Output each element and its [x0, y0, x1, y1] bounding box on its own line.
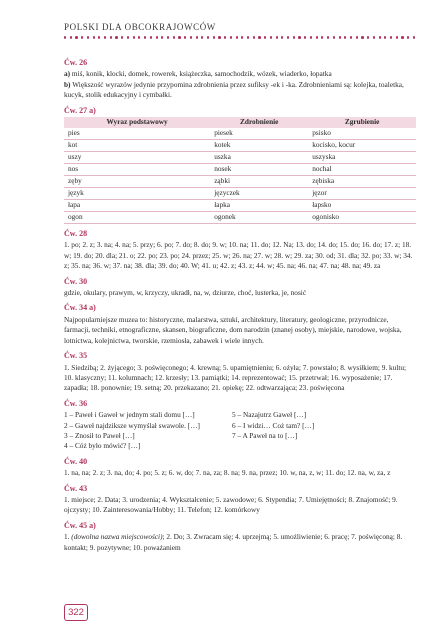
table-header-row	[64, 117, 416, 128]
exercise-title: Ćw. 40	[64, 456, 88, 466]
rule-dot	[287, 36, 289, 39]
answer-lead: 1.	[64, 532, 72, 542]
table-cell: uszyska	[308, 152, 416, 164]
rule-dot	[304, 36, 306, 39]
rule-dot	[104, 36, 106, 39]
table-cell: nos	[64, 164, 210, 176]
answer-text	[64, 532, 416, 553]
rule-dot	[110, 36, 112, 39]
rule-dot	[270, 36, 272, 39]
table-cell: ogonisko	[308, 212, 416, 224]
rule-dot	[133, 36, 135, 39]
answer-line: 2 – Gaweł najdziksze wymyślał swawole. […]	[64, 420, 200, 430]
right-column	[232, 410, 412, 452]
table-cell: nochal	[308, 164, 416, 176]
rule-dot	[281, 36, 283, 39]
table-cell: język	[64, 188, 210, 200]
rule-dot	[196, 36, 198, 39]
table-cell: ogon	[64, 212, 210, 224]
table-cell: ząbki	[210, 176, 308, 188]
rule-dot	[361, 36, 363, 39]
rule-dot	[218, 36, 220, 39]
table-cell: uszka	[210, 152, 308, 164]
exercise-title: Ćw. 30	[64, 276, 88, 286]
rule-dot	[379, 36, 381, 39]
rule-dot	[87, 36, 89, 39]
table-row	[64, 188, 416, 200]
table-cell: kot	[64, 140, 210, 152]
exercise-title: Ćw. 35	[64, 351, 88, 361]
italic-note: (dowolna nazwa miejscowości)	[71, 532, 163, 542]
rule-dot	[264, 36, 266, 39]
table-row	[64, 128, 416, 140]
word-table	[64, 117, 416, 224]
exercise-title: Ćw. 27 a)	[64, 105, 96, 115]
exercise-34	[64, 303, 416, 346]
table-row	[64, 164, 416, 176]
rule-dot	[293, 36, 295, 39]
exercise-title: Ćw. 45 a)	[64, 520, 96, 530]
exercise-title: Ćw. 26	[64, 58, 88, 67]
exercise-43	[64, 484, 416, 516]
rule-dot	[213, 36, 215, 39]
rule-dot	[93, 36, 95, 39]
answer-text: Większość wyrazów jedynie przypomina zdrobnienia przez sufiksy -ek i -ka. Zdrobnieniami są: kolejka, toaletka, kucyk, stolik edukacyjny i cymbałki.	[64, 79, 404, 100]
rule-dot	[321, 36, 323, 39]
rule-dot	[396, 36, 398, 39]
rule-dot	[178, 36, 180, 39]
rule-dot	[253, 36, 255, 39]
rule-dot	[75, 36, 77, 39]
answer-text: 1. Siedzibą; 2. żyjącego; 3. poświęconego; 4. krewną; 5. upamiętnieniu; 6. ożyła; 7. powstało; 8. wysiłkiem; 9. kultu; 10. klasyczny; 11. kolumnach; 12. krzesły; 13. pamiątki; 14. reprezentować; 15. przetrwał; 16. wyposażenie; 17. zapadła; 18. ponownie; 19. setną; 20. przekazano; 21. opiekę; 22. odtwarzająca; 23. poświęcona	[64, 362, 407, 393]
rule-dot	[207, 36, 209, 39]
rule-dot	[413, 36, 415, 39]
rule-dot	[115, 36, 117, 39]
rule-dot	[333, 36, 335, 39]
rule-dot	[236, 36, 238, 39]
table-cell: kotek	[210, 140, 308, 152]
rule-dot	[339, 36, 341, 39]
rule-dot	[367, 36, 369, 39]
rule-dot	[64, 36, 66, 39]
rule-dot	[241, 36, 243, 39]
page-header	[64, 22, 415, 39]
table-cell: ogonek	[210, 212, 308, 224]
two-column-answers	[64, 410, 416, 452]
answer-b	[64, 80, 416, 101]
answer-text: gdzie, okulary, prawym, w, krzyczy, ukradł, na, w, dziurze, choć, lusterka, je, nosić	[64, 288, 307, 298]
answer-text: miś, konik, klocki, domek, rowerek, książeczka, samochodzik, wózek, wiaderko, łopatka	[71, 69, 332, 79]
label-b: b)	[64, 79, 71, 89]
rule-dot	[173, 36, 175, 39]
rule-dot	[184, 36, 186, 39]
table-cell: piesek	[210, 128, 308, 140]
rule-dot	[373, 36, 375, 39]
exercise-28	[64, 229, 416, 272]
rule-dot	[247, 36, 249, 39]
table-cell: zębiska	[308, 176, 416, 188]
answer-rest: ; 2. Do; 3. Zwracam się; 4. uprzejmą; 5. umożliwienie; 6. pracę; 7. poświęconą; 8. kontakt; 9. pozytywne; 10. poważaniem	[64, 532, 403, 552]
rule-dot	[121, 36, 123, 39]
answer-line: 6 – I widzi… Coż tam? […]	[232, 420, 315, 430]
exercise-26	[64, 58, 416, 101]
table-row	[64, 176, 416, 188]
answer-text: 1. po; 2. z; 3. na; 4. na; 5. przy; 6. po; 7. do; 8. do; 9. w; 10. na; 11. do; 12. Na; 13. do; 14. do; 15. do; 16. do; 17. z; 18. w; 19. do; 20. dla; 21. o; 22. po; 23. po; 24. przez; 25. w; 26. na; 27. w; 28. w; 29. za; 30. od; 31. dla; 32. po; 33. w; 34. z; 35. na; 36. w; 37. na; 38. dla; 39. do; 40. W; 41. u; 42. z; 43. z; 44. w; 45. na; 46. na; 47. na; 48. na; 49. za	[64, 240, 413, 271]
answer-line: 3 – Znosił to Paweł […]	[64, 430, 135, 440]
answer-text: Najpopularniejsze muzea to: historyczne, malarstwa, sztuki, architektury, literatury, geologiczne, przyrodnicze, farmacji, techniki, etnograficzne, skansen, biograficzne, dom narodzin (znanej osoby), miejskie, narodowe, wojska, lotnictwa, kolejnictwa, tworskie, rzemiosła, zabawek i wiele innych.	[64, 314, 402, 345]
rule-dot	[298, 36, 300, 39]
rule-dot	[350, 36, 352, 39]
exercise-40	[64, 457, 416, 479]
table-cell: psisko	[308, 128, 416, 140]
rule-dot	[156, 36, 158, 39]
rule-dot	[384, 36, 386, 39]
rule-dot	[138, 36, 140, 39]
table-row	[64, 152, 416, 164]
rule-dot	[327, 36, 329, 39]
exercise-45	[64, 521, 416, 553]
exercise-30	[64, 277, 416, 299]
table-cell: uszy	[64, 152, 210, 164]
column-header: Wyraz podstawowy	[64, 117, 210, 128]
rule-dot	[390, 36, 392, 39]
table-cell: łapa	[64, 200, 210, 212]
table-cell: nosek	[210, 164, 308, 176]
page-number: 322	[64, 604, 88, 621]
rule-dot	[401, 36, 403, 39]
exercise-36	[64, 399, 416, 452]
column-header: Zdrobnienie	[210, 117, 308, 128]
rule-dot	[276, 36, 278, 39]
table-cell: zęby	[64, 176, 210, 188]
rule-dot	[167, 36, 169, 39]
table-row	[64, 200, 416, 212]
label-a: a)	[64, 69, 71, 79]
table-cell: pies	[64, 128, 210, 140]
table-cell: kocisko, kocur	[308, 140, 416, 152]
answer-line: 7 – A Paweł na to […]	[232, 430, 298, 440]
rule-dot	[310, 36, 312, 39]
exercise-27	[64, 106, 416, 224]
exercise-35	[64, 351, 416, 394]
left-column	[64, 410, 232, 452]
exercise-title: Ćw. 28	[64, 229, 88, 239]
rule-dot	[316, 36, 318, 39]
rule-dot	[190, 36, 192, 39]
answer-a	[64, 69, 416, 79]
rule-dot	[161, 36, 163, 39]
answer-line: 4 – Cóż było mówić? […]	[64, 441, 141, 451]
answer-text: 1. miejsce; 2. Data; 3. urodzenia; 4. Wykształcenie; 5. zawodowe; 6. Stypendia; 7. Umiejętności; 8. Znajomość; 9. ojczysty; 10. Zainteresowania/Hobby; 11. Telefon; 12. komórkowy	[64, 494, 398, 515]
table-row	[64, 212, 416, 224]
rule-dot	[150, 36, 152, 39]
answer-line: 5 – Nazajutrz Gaweł […]	[232, 410, 307, 420]
rule-dot	[127, 36, 129, 39]
rule-dot	[344, 36, 346, 39]
answer-text: 1. na, na; 2. z; 3. na, do; 4. po; 5. z; 6. w, do; 7. na, za; 8. na; 9. na, przez; 10. w, na, z, w; 11. do; 12. na, w, za, z	[64, 468, 391, 478]
rule-dot	[224, 36, 226, 39]
answer-key	[64, 58, 416, 558]
column-header: Zgrubienie	[308, 117, 416, 128]
exercise-title: Ćw. 34 a)	[64, 303, 96, 313]
dotted-rule	[64, 36, 415, 39]
exercise-title: Ćw. 36	[64, 398, 88, 408]
exercise-title: Ćw. 43	[64, 483, 88, 493]
table-row	[64, 140, 416, 152]
header-title: POLSKI DLA OBCOKRAJOWCÓW	[64, 22, 216, 32]
table-cell: łapka	[210, 200, 308, 212]
rule-dot	[258, 36, 260, 39]
rule-dot	[230, 36, 232, 39]
rule-dot	[201, 36, 203, 39]
rule-dot	[98, 36, 100, 39]
rule-dot	[144, 36, 146, 39]
answer-line: 1 – Paweł i Gaweł w jednym stali domu […]	[64, 410, 195, 420]
rule-dot	[407, 36, 409, 39]
table-cell: jęzor	[308, 188, 416, 200]
table-cell: języczek	[210, 188, 308, 200]
rule-dot	[70, 36, 72, 39]
rule-dot	[81, 36, 83, 39]
table-cell: łapsko	[308, 200, 416, 212]
rule-dot	[356, 36, 358, 39]
